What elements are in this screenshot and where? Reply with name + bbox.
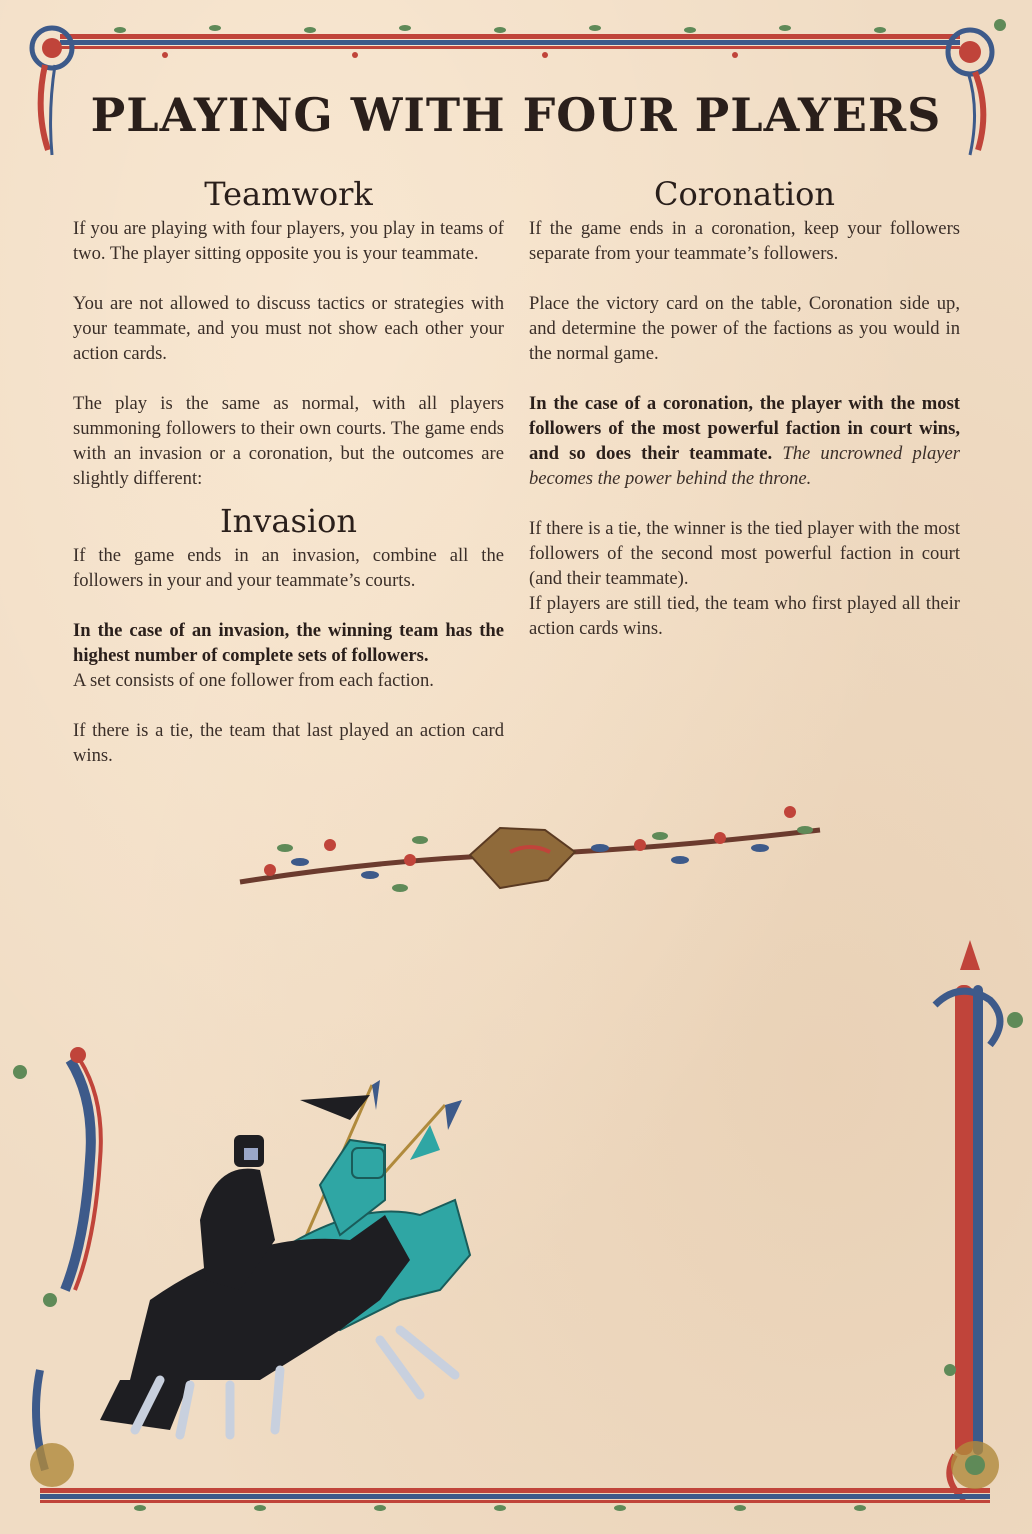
- coronation-paragraph-2: Place the victory card on the table, Coronation side up, and determine the power of the factions as you would in the normal game.: [529, 293, 960, 364]
- invasion-paragraph-1: If the game ends in an invasion, combine all the followers in your and your teammate’s courts.: [73, 545, 504, 591]
- teamwork-paragraph-3: The play is the same as normal, with all players summoning followers to their own courts. The game ends with an invasion or a coronation, but the outcomes are slightly different:: [73, 393, 504, 489]
- coronation-paragraph-3: [529, 391, 960, 491]
- page-title: PLAYING WITH FOUR PLAYERS: [90, 88, 942, 142]
- invasion-paragraph-2: [73, 618, 504, 668]
- illuminated-border-bottom-icon: [40, 1441, 999, 1511]
- invasion-rule-bold: In the case of an invasion, the winning team has the highest number of complete sets of followers.: [73, 620, 504, 666]
- illuminated-pillar-icon: [935, 940, 1023, 1500]
- right-column: [529, 172, 960, 641]
- coronation-heading: Coronation: [654, 175, 835, 213]
- invasion-paragraph-3: If there is a tie, the team that last played an action card wins.: [73, 720, 504, 766]
- coronation-rule-italic: The uncrowned player becomes the power behind the throne.: [529, 443, 960, 489]
- teamwork-heading: Teamwork: [204, 175, 373, 213]
- coronation-paragraph-5: If players are still tied, the team who first played all their action cards wins.: [529, 593, 960, 639]
- invasion-heading: Invasion: [220, 502, 357, 540]
- illuminated-flourish-icon: [13, 1047, 101, 1487]
- invasion-set-definition: A set consists of one follower from each faction.: [73, 670, 434, 691]
- coronation-rule-bold: In the case of a coronation, the player with the most followers of the most powerful faction in court wins, and so does their teammate.: [529, 393, 960, 464]
- coronation-paragraph-1: If the game ends in a coronation, keep your followers separate from your teammate’s followers.: [529, 218, 960, 264]
- vine-divider-icon: [240, 806, 820, 892]
- coronation-paragraph-4: If there is a tie, the winner is the tied player with the most followers of the second most powerful faction in court (and their teammate).: [529, 518, 960, 589]
- teamwork-paragraph-1: If you are playing with four players, you play in teams of two. The player sitting opposite you is your teammate.: [73, 218, 504, 264]
- mounted-knights-icon: [100, 1080, 470, 1435]
- left-column: [73, 172, 504, 768]
- teamwork-paragraph-2: You are not allowed to discuss tactics or strategies with your teammate, and you must not show each other your action cards.: [73, 293, 504, 364]
